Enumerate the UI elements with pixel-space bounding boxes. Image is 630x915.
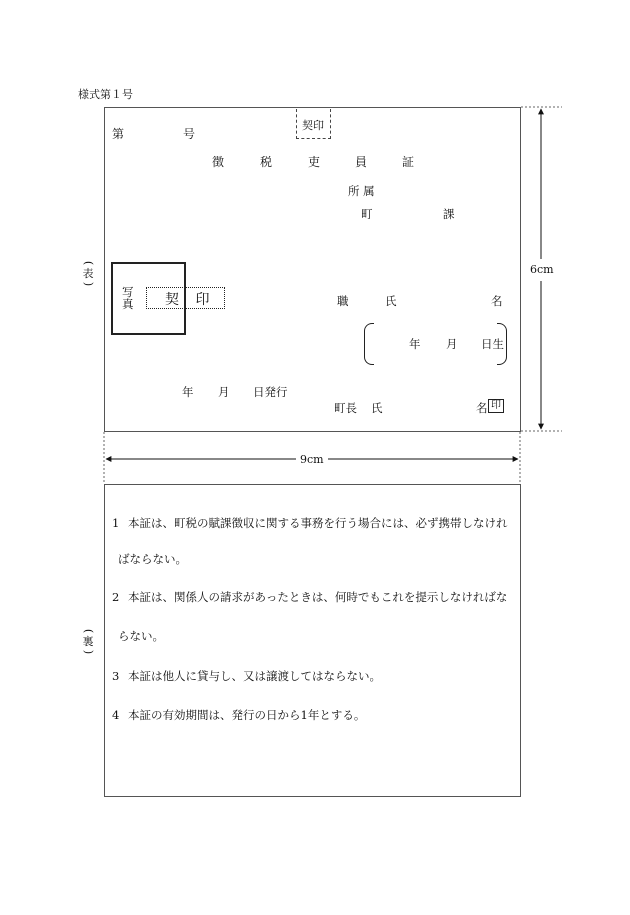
photo-label: 写真 (122, 285, 134, 311)
mayor-surname-label: 氏 (371, 401, 383, 415)
number-suffix: 号 (183, 127, 196, 141)
name-given-label: 名 (491, 294, 503, 308)
note-4 (112, 707, 365, 723)
note-3-line1: 本証は他人に貸与し、又は譲渡してはならない。 (128, 669, 381, 683)
issue-day-label: 日発行 (253, 385, 288, 399)
note-1 (112, 515, 508, 531)
birth-day-label: 日生 (481, 337, 504, 351)
top-seal-label: 契印 (302, 119, 324, 132)
note-1-number: 1 (112, 516, 120, 530)
note-2-line1: 本証は、関係人の請求があったときは、何時でもこれを提示しなければな (128, 590, 508, 604)
mayor-seal-box: 印 (488, 399, 504, 413)
note-1-cont: ばならない。 (118, 552, 187, 566)
front-side-label: ( 表 ) (82, 260, 95, 287)
note-2-number: 2 (112, 590, 120, 604)
mayor-given-label: 名 (476, 401, 488, 415)
form-label: 様式第１号 (78, 88, 133, 101)
back-side-text: 裏 (82, 635, 94, 648)
note-2-cont: らない。 (118, 629, 164, 643)
back-side-label: ( 裏 ) (82, 628, 95, 655)
title-char-4: 員 (355, 155, 368, 169)
title-char-2: 税 (260, 155, 273, 169)
note-1-line1: 本証は、町税の賦課徴収に関する事務を行う場合には、必ず携帯しなけれ (128, 516, 508, 530)
issue-year-label: 年 (182, 385, 194, 399)
mayor-title: 町長 (334, 401, 357, 415)
note-2 (112, 589, 507, 605)
issue-month-label: 月 (218, 385, 230, 399)
note-4-line1: 本証の有効期間は、発行の日から1年とする。 (128, 708, 366, 722)
number-prefix: 第 (112, 127, 125, 141)
name-surname-label: 氏 (385, 294, 397, 308)
note-3 (112, 668, 381, 684)
section-label: 課 (443, 207, 455, 221)
title-char-1: 徴 (212, 155, 225, 169)
width-dimension: 9cm (300, 453, 324, 466)
town-label: 町 (361, 207, 373, 221)
position-label: 職 (337, 294, 349, 308)
birth-month-label: 月 (446, 337, 458, 351)
affiliation-label: 所 属 (348, 184, 375, 198)
title-char-3: 吏 (308, 155, 321, 169)
note-3-number: 3 (112, 669, 120, 683)
note-4-number: 4 (112, 708, 120, 722)
middle-seal-label: 契 印 (165, 292, 216, 308)
birth-year-label: 年 (409, 337, 421, 351)
title-char-5: 証 (402, 155, 415, 169)
height-dimension: 6cm (530, 263, 554, 276)
front-side-text: 表 (82, 267, 94, 280)
